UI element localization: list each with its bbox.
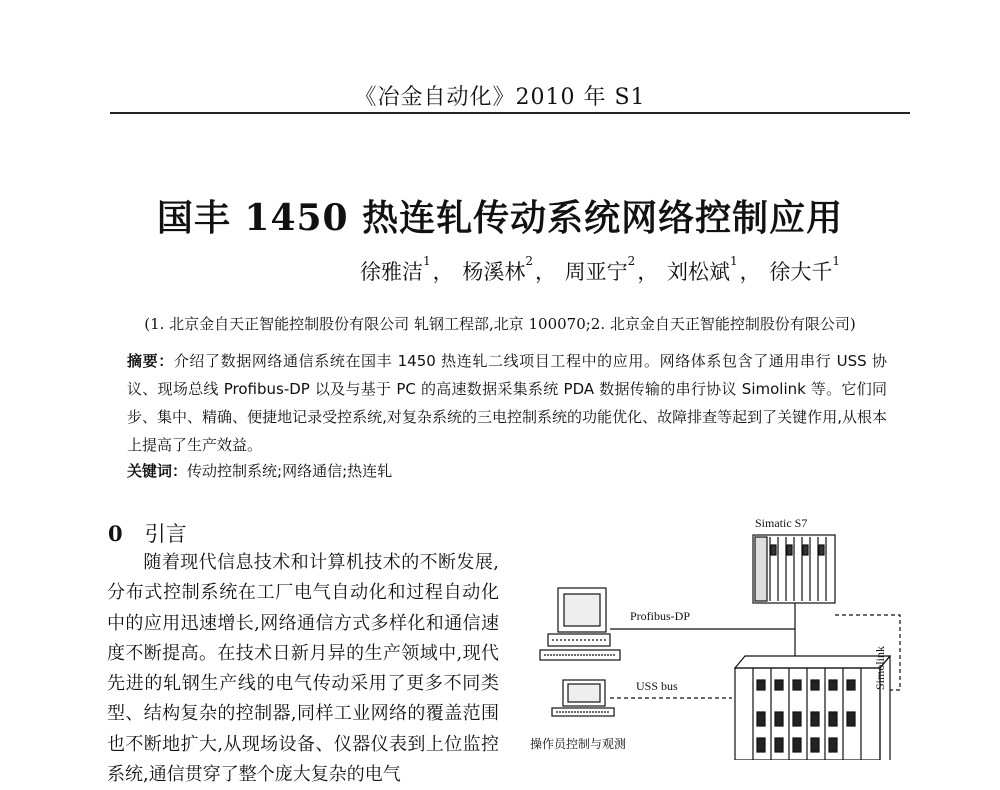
- author-name: 刘松斌: [667, 260, 730, 284]
- section-title: 引言: [144, 522, 187, 546]
- author-separator: ，: [637, 260, 659, 284]
- keywords: [127, 459, 887, 483]
- author-affiliation-mark: 2: [525, 254, 533, 268]
- author-affiliation-mark: 1: [730, 254, 738, 268]
- journal-header: 《冶金自动化》2010 年 S1: [354, 85, 646, 110]
- author-separator: ，: [534, 260, 556, 284]
- author-affiliation-mark: 1: [832, 254, 840, 268]
- author-affiliation-mark: 1: [423, 254, 431, 268]
- author-name: 周亚宁: [564, 260, 628, 284]
- paper-title: 国丰 1450 热连轧传动系统网络控制应用: [156, 197, 844, 239]
- plc-label: Simatic S7: [755, 516, 808, 530]
- drive-cabinet-icon: [735, 656, 890, 760]
- author-separator: ，: [739, 260, 761, 284]
- author-name: 杨溪林: [462, 260, 526, 284]
- plc-rack-icon: [753, 535, 835, 603]
- affiliations: (1. 北京金自天正智能控制股份有限公司 轧钢工程部,北京 100070;2. 北京金自天正智能控制股份有限公司): [144, 315, 856, 333]
- simolink-label: Simolink: [873, 645, 887, 690]
- author-name: 徐雅洁: [360, 260, 424, 284]
- header-rule: [110, 112, 910, 114]
- uss-label: USS bus: [636, 679, 678, 693]
- workstation-icon: [540, 588, 620, 660]
- author-separator: ，: [432, 260, 454, 284]
- abstract-label: 摘要：: [127, 352, 174, 370]
- network-diagram: [520, 510, 910, 760]
- section-number: 0: [108, 521, 123, 546]
- keywords-label: 关键词：: [127, 462, 188, 480]
- keywords-text: 传动控制系统;网络通信;热连轧: [187, 462, 393, 480]
- operator-caption: 操作员控制与观测: [530, 737, 627, 751]
- body-text: 随着现代信息技术和计算机技术的不断发展,分布式控制系统在工厂电气自动化和过程自动化中的应用迅速增长,网络通信方式多样化和通信速度不断提高。在技术日新月异的生产领域中,现代先进的轧钢生产线的电气传动采用了更多不同类型、结构复杂的控制器,同样工业网络的覆盖范围也不断地扩大,从现场设备、仪器仪表到上位监控系统,通信贯穿了整个庞大复杂的电气: [107, 552, 499, 786]
- author-affiliation-mark: 2: [627, 254, 636, 268]
- abstract: [127, 347, 887, 459]
- profibus-label: Profibus-DP: [630, 609, 691, 623]
- author-list: [0, 256, 1000, 286]
- workstation-icon: [552, 680, 614, 716]
- author-name: 徐大千: [769, 260, 833, 284]
- body-paragraph: [107, 548, 499, 790]
- abstract-text: 介绍了数据网络通信系统在国丰 1450 热连轧二线项目工程中的应用。网络体系包含了通用串行 USS 协议、现场总线 Profibus-DP 以及与基于 PC 的高速数据采集系统 PDA 数据传输的串行协议 Simolink 等。它们同步、集中、精确、便捷地记录受控系统,对复杂系统的三电控制系统的功能优化、故障排查等起到了关键作用,从根本上提高了生产效益。: [127, 352, 887, 454]
- section-heading: [108, 518, 187, 548]
